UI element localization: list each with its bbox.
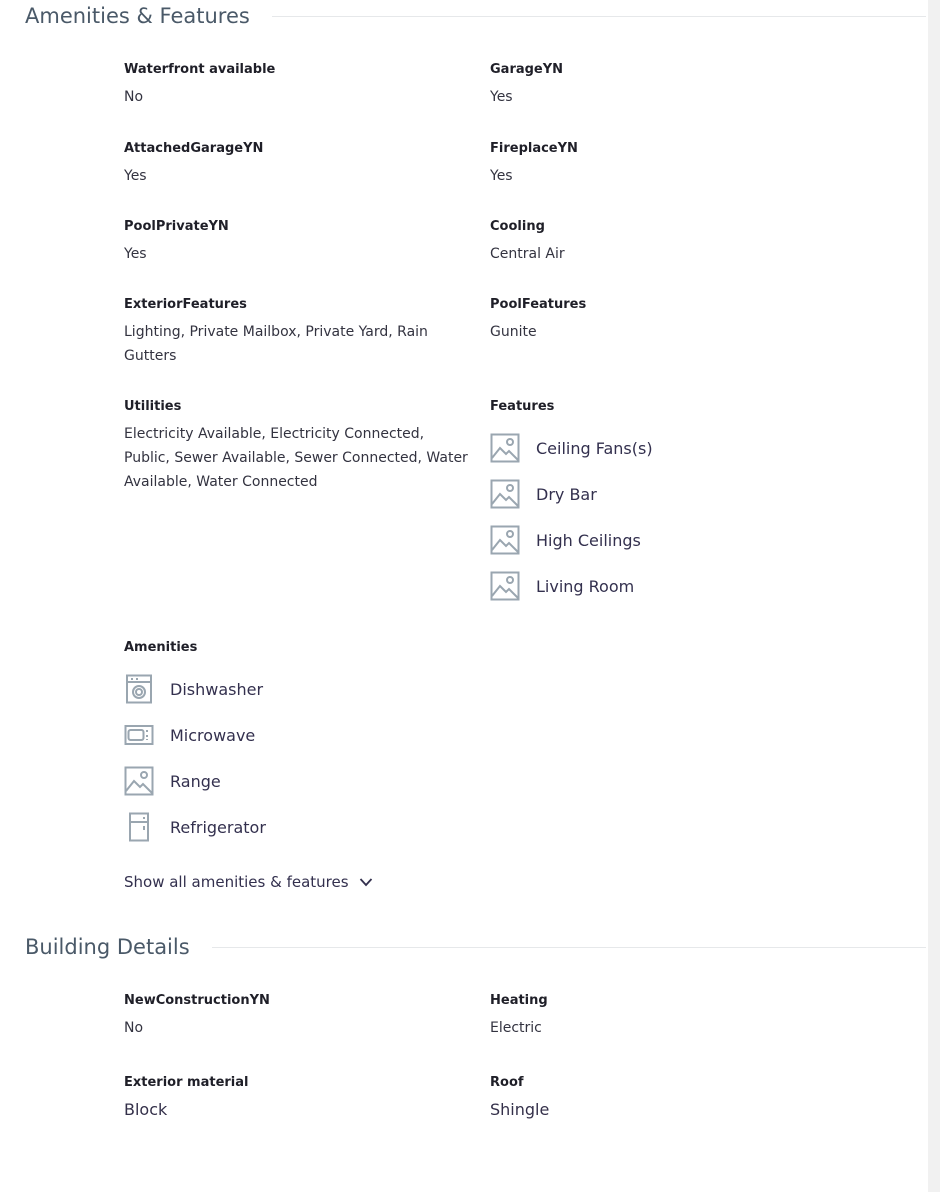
list-item (490, 563, 653, 609)
field-value: Block (124, 1100, 168, 1119)
amenity-name: Microwave (170, 725, 256, 745)
field-label: FireplaceYN (490, 141, 578, 156)
scrollbar[interactable] (928, 0, 940, 1192)
feature-name: Dry Bar (536, 484, 597, 504)
feature-name: Living Room (536, 576, 635, 596)
amenities-label-block (124, 640, 197, 655)
field-value: Gunite (490, 324, 537, 340)
list-item (124, 804, 266, 850)
field-value: Yes (124, 246, 147, 262)
field-label: PoolPrivateYN (124, 219, 229, 234)
image-placeholder-icon (124, 766, 154, 796)
list-item (490, 425, 653, 471)
feature-name: Ceiling Fans(s) (536, 438, 653, 458)
field-cooling (490, 219, 830, 266)
chevron-down-icon (359, 875, 373, 889)
field-utilities (124, 399, 469, 494)
field-heating (490, 993, 830, 1040)
field-value: Yes (490, 168, 513, 184)
list-item (124, 712, 266, 758)
field-value: No (124, 1020, 144, 1036)
section-divider (272, 16, 926, 17)
field-exterior-features (124, 297, 464, 368)
field-value: Yes (124, 168, 147, 184)
field-attached-garage (124, 141, 464, 188)
field-exterior-material (124, 1075, 464, 1122)
field-label: Heating (490, 993, 548, 1008)
field-pool-features (490, 297, 830, 344)
image-placeholder-icon (490, 479, 520, 509)
image-placeholder-icon (490, 525, 520, 555)
amenity-name: Dishwasher (170, 679, 264, 699)
show-all-amenities-button[interactable] (124, 873, 373, 891)
microwave-icon (124, 720, 154, 750)
field-value: Electricity Available, Electricity Connected, Public, Sewer Available, Sewer Connected, Water Available, Water Connected (124, 426, 468, 490)
field-label: Utilities (124, 399, 182, 414)
amenities-section-header (25, 4, 926, 28)
list-item (124, 666, 266, 712)
field-label: AttachedGarageYN (124, 141, 264, 156)
field-value: Electric (490, 1020, 542, 1036)
field-waterfront (124, 62, 464, 109)
list-item (124, 758, 266, 804)
field-label: Cooling (490, 219, 545, 234)
field-label: Exterior material (124, 1075, 249, 1090)
field-value: Yes (490, 89, 513, 105)
amenities-section-title: Amenities & Features (25, 4, 250, 28)
field-label: Waterfront available (124, 62, 276, 77)
dishwasher-icon (124, 674, 154, 704)
building-section-header (25, 935, 926, 959)
field-pool-private (124, 219, 464, 266)
field-label: Roof (490, 1075, 524, 1090)
field-label: PoolFeatures (490, 297, 587, 312)
field-value: Central Air (490, 246, 565, 262)
features-label: Features (490, 399, 555, 414)
features-list (490, 425, 653, 609)
field-label: ExteriorFeatures (124, 297, 247, 312)
field-label: GarageYN (490, 62, 564, 77)
show-all-label: Show all amenities & features (124, 873, 349, 891)
field-value: No (124, 89, 144, 105)
field-value: Shingle (490, 1100, 550, 1119)
amenity-name: Refrigerator (170, 817, 266, 837)
image-placeholder-icon (490, 433, 520, 463)
refrigerator-icon (124, 812, 154, 842)
field-value: Lighting, Private Mailbox, Private Yard, Rain Gutters (124, 324, 428, 364)
amenities-label: Amenities (124, 640, 198, 655)
field-fireplace (490, 141, 830, 188)
features-label-block (490, 399, 554, 414)
list-item (490, 517, 653, 563)
building-section-title: Building Details (25, 935, 190, 959)
section-divider (212, 947, 926, 948)
field-new-construction (124, 993, 464, 1040)
amenities-list (124, 666, 266, 850)
field-roof (490, 1075, 830, 1122)
field-garage (490, 62, 830, 109)
image-placeholder-icon (490, 571, 520, 601)
field-label: NewConstructionYN (124, 993, 270, 1008)
amenity-name: Range (170, 771, 221, 791)
feature-name: High Ceilings (536, 530, 641, 550)
list-item (490, 471, 653, 517)
